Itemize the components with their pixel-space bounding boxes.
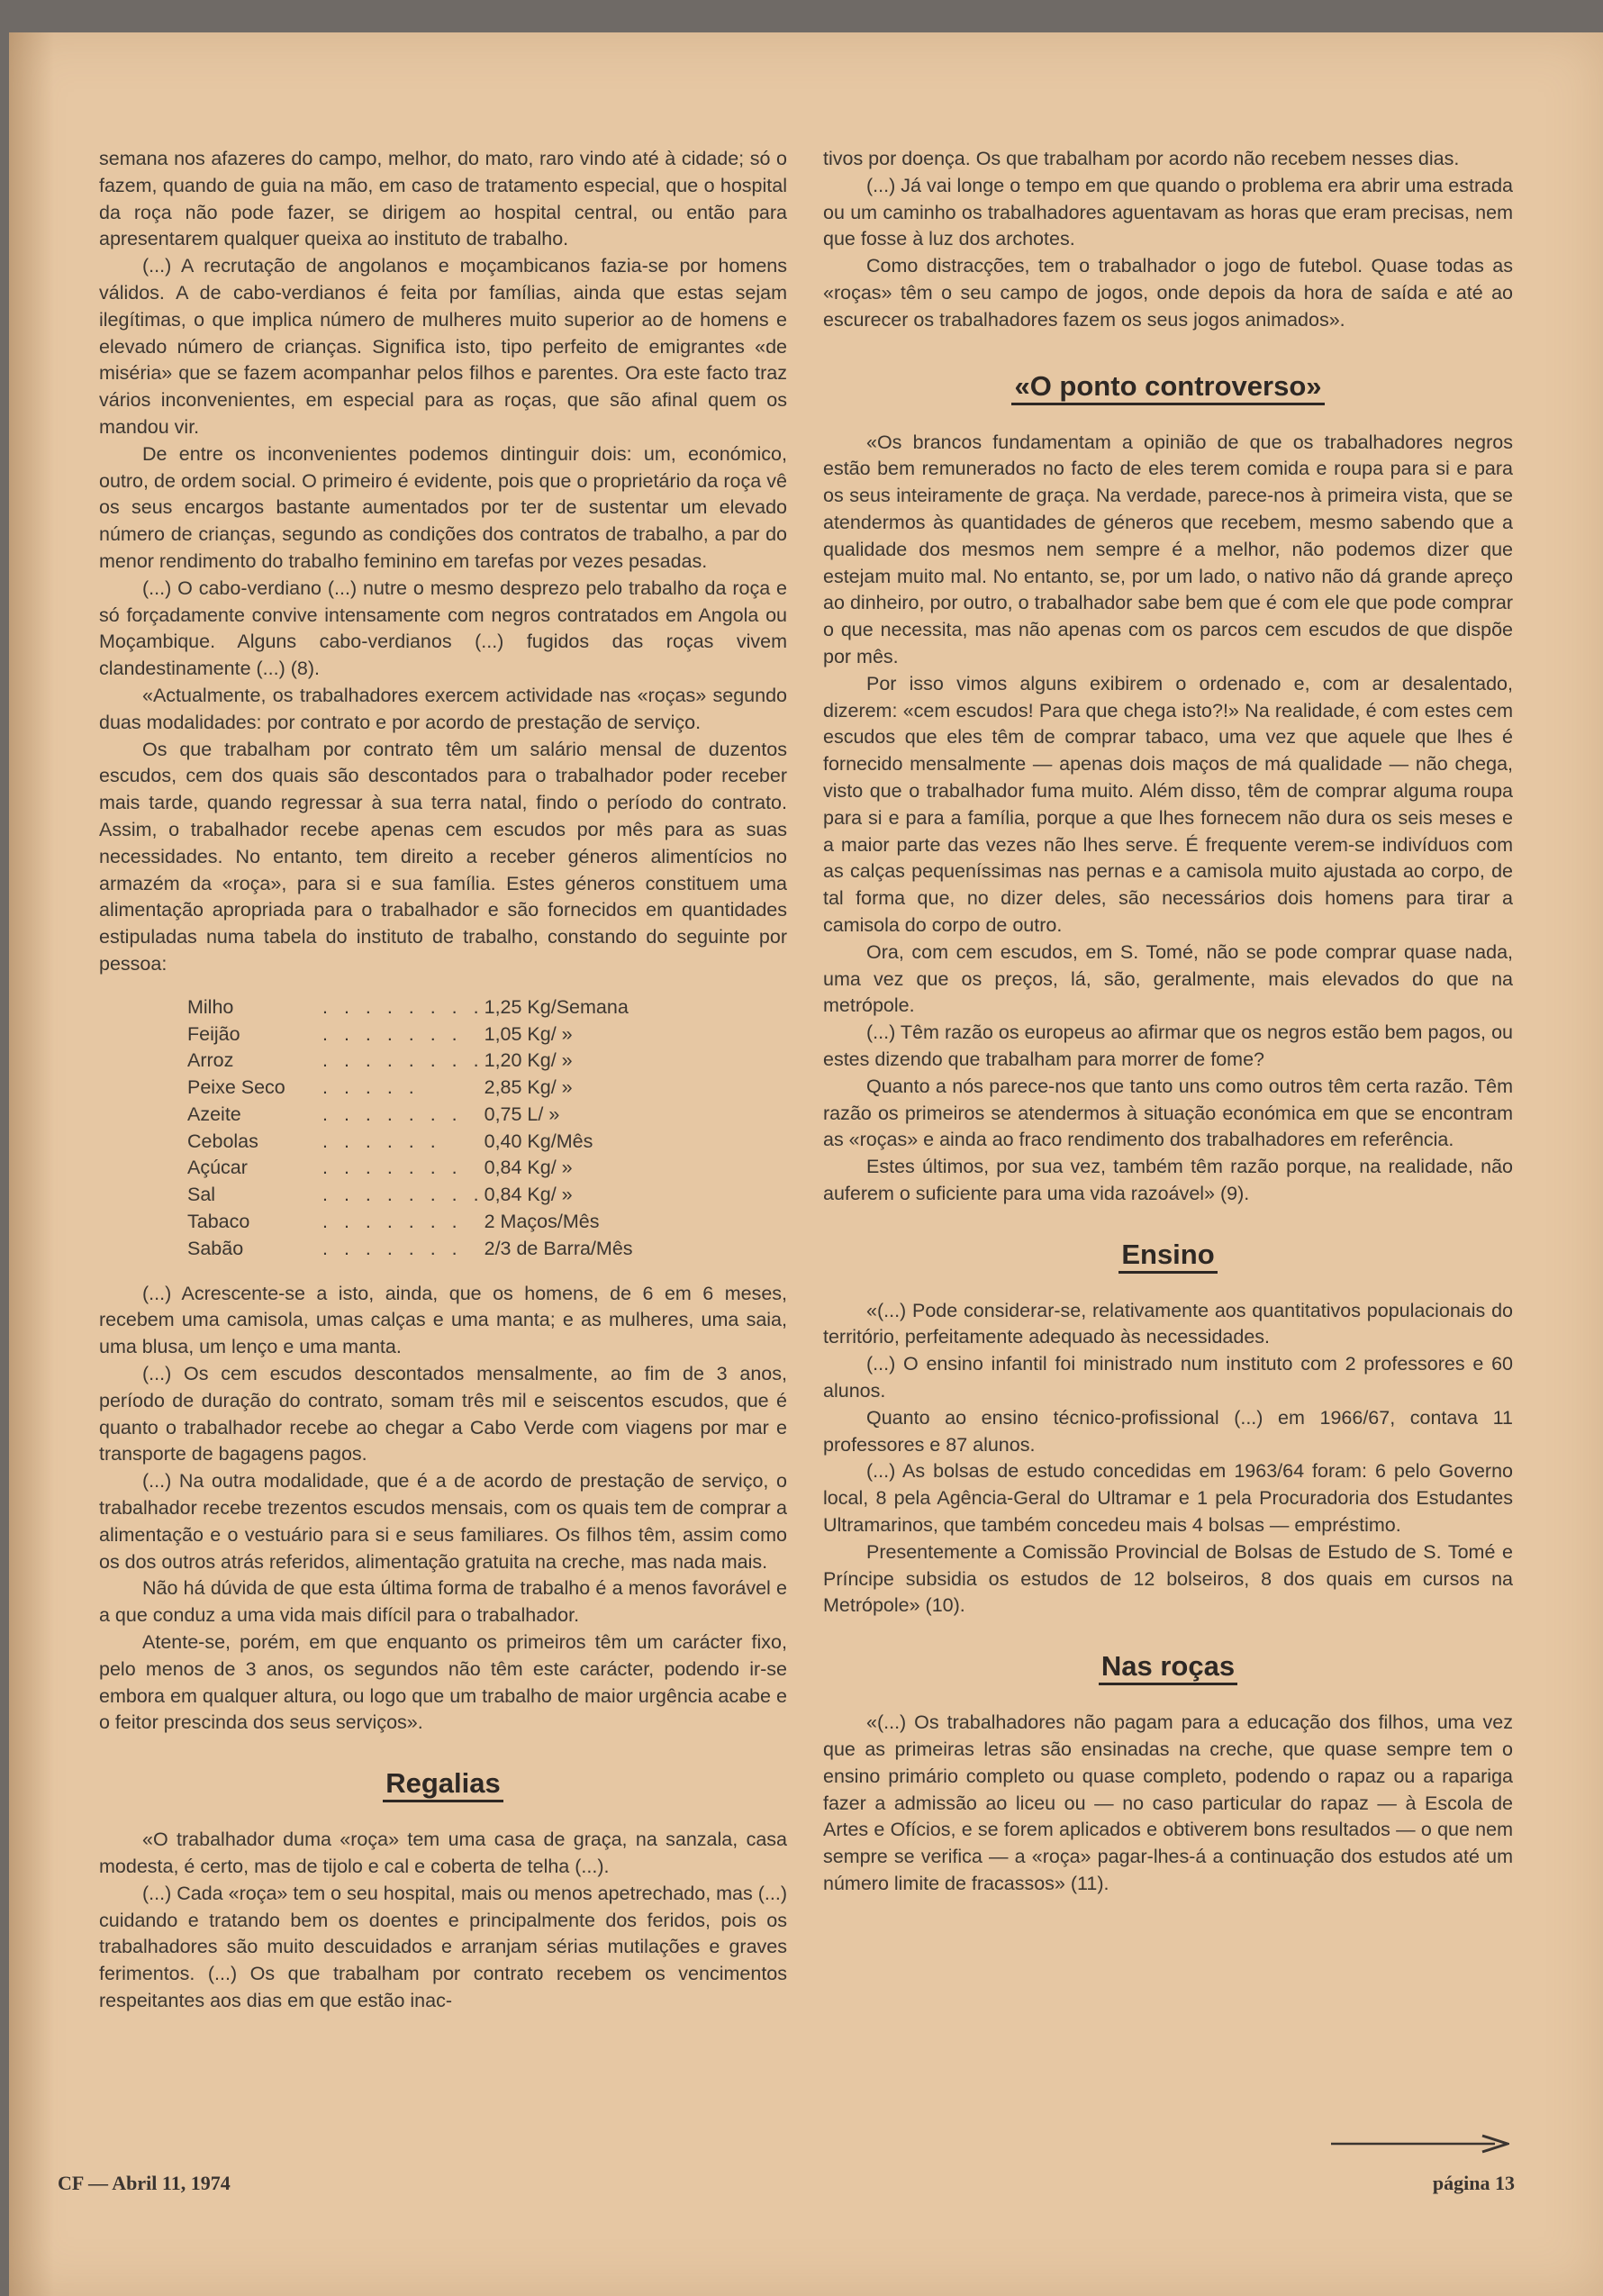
right-arrow-icon xyxy=(1329,2133,1509,2155)
paragraph: Como distracções, tem o trabalhador o jogo de futebol. Quase todas as «roças» têm o seu campo de jogos, onde depois da hora de saída e até ao escurecer os trabalhadores fazem os seus jogos animados». xyxy=(823,255,1513,331)
paragraph: (...) O cabo-verdiano (...) nutre o mesmo desprezo pelo trabalho da roça e só forçadamente convive intensamente com negros contratados em Angola ou Moçambique. Alguns cabo-verdianos (...) fugidos das roças vivem clandestinamente (...) (8). xyxy=(99,576,787,680)
ration-row xyxy=(187,1209,633,1236)
left-paragraphs-b xyxy=(99,1281,787,1738)
heading-nas-rocas: Nas roças xyxy=(823,1650,1513,1683)
newspaper-page xyxy=(9,32,1603,2296)
footer-issue-date: CF — Abril 11, 1974 xyxy=(58,2172,231,2194)
ration-row xyxy=(187,994,633,1021)
paragraph: Quanto a nós parece-nos que tanto uns como outros têm certa razão. Têm razão os primeiros se atendermos à situação económica em que se encontram as «roças» e ainda ao fraco rendimento dos trabalhadores em referência. xyxy=(823,1075,1513,1151)
ration-quantity: 0,75 L/ » xyxy=(484,1103,560,1125)
paragraph: (...) Acrescente-se a isto, ainda, que os homens, de 6 em 6 meses, recebem uma camisola, umas calças e uma manta; e as mulheres, uma saia, uma blusa, um lenço e uma manta. xyxy=(99,1282,787,1358)
ration-leader: . . . . . . xyxy=(322,1130,441,1152)
ration-row xyxy=(187,1129,633,1156)
ration-item: Arroz xyxy=(187,1049,234,1072)
ration-quantity: 0,84 Kg/ » xyxy=(484,1184,573,1206)
left-column xyxy=(99,146,787,2015)
ration-row xyxy=(187,1048,633,1075)
ration-row xyxy=(187,1236,633,1263)
ration-leader: . . . . . . . xyxy=(322,1237,463,1259)
ration-leader: . . . . . . . . xyxy=(322,995,485,1018)
ration-item: Milho xyxy=(187,995,234,1018)
paragraph: (...) Cada «roça» tem o seu hospital, mais ou menos apetrechado, mas (...) cuidando e tratando bem os doentes e principalmente dos feridos, pois os trabalhadores são muito descuidados e arranjam sérias mutilações e graves ferimentos. (...) Os que trabalham por contrato recebem os vencimentos respeitantes aos dias em que estão inac- xyxy=(99,1882,787,2011)
right-paragraphs-b xyxy=(823,430,1513,1208)
right-paragraphs-c xyxy=(823,1298,1513,1620)
paragraph: tivos por doença. Os que trabalham por acordo não recebem nesses dias. xyxy=(823,148,1460,169)
left-paragraphs-c xyxy=(99,1827,787,2015)
paragraph: (...) Os cem escudos descontados mensalmente, ao fim de 3 anos, período de duração do contrato, somam três mil e seiscentos escudos, que é quanto o trabalhador recebe ao chegar a Cabo Verde com viagens por mar e transporte de bagagens pagos. xyxy=(99,1363,787,1466)
ration-quantity: 2,85 Kg/ » xyxy=(484,1076,573,1099)
paragraph: Presentemente a Comissão Provincial de Bolsas de Estudo de S. Tomé e Príncipe subsidia os estudos de 12 bolseiros, 8 dos quais em cursos na Metrópole» (10). xyxy=(823,1540,1513,1617)
paragraph: «Os brancos fundamentam a opinião de que os trabalhadores negros estão bem remunerados no facto de eles terem comida e roupa para si e para os seus inteiramente de graça. Na verdade, parece-nos à primeira vista, que se atendermos às quantidades de géneros que recebem, mesmo sabendo que a qualidade dos mesmos nem sempre é a melhor, não podemos dizer que estejam muito mal. No entanto, se, por um lado, o nativo não dá grande apreço ao dinheiro, por outro, o trabalhador sabe bem que é com ele que pode comprar o que necessita, mas não apenas com os parcos cem escudos de que dispõe por mês. xyxy=(823,431,1513,667)
paragraph: Ora, com cem escudos, em S. Tomé, não se pode comprar quase nada, uma vez que os preços, lá, são, geralmente, mais elevados do que na metrópole. xyxy=(823,940,1513,1017)
paragraph: (...) O ensino infantil foi ministrado num instituto com 2 professores e 60 alunos. xyxy=(823,1353,1513,1402)
ration-row xyxy=(187,1102,633,1129)
ration-leader: . . . . . . . . xyxy=(322,1049,485,1072)
paragraph: «Actualmente, os trabalhadores exercem actividade nas «roças» segundo duas modalidades: por contrato e por acordo de prestação de serviço. xyxy=(99,684,787,733)
ration-item: Azeite xyxy=(187,1103,241,1125)
paragraph: semana nos afazeres do campo, melhor, do mato, raro vindo até à cidade; só o fazem, quando de guia na mão, em caso de tratamento especial, que o hospital da roça não pode fazer, se dirigem ao hospital central, ou então para apresentarem qualquer queixa ao instituto de trabalho. xyxy=(99,148,787,250)
paragraph: (...) As bolsas de estudo concedidas em 1963/64 foram: 6 pelo Governo local, 8 pela Agência-Geral do Ultramar e 1 pela Procuradoria dos Estudantes Ultramarinos, que também concedeu mais 4 bolsas — empréstimo. xyxy=(823,1460,1513,1537)
heading-ponto-controverso: «O ponto controverso» xyxy=(823,370,1513,403)
paragraph: Os que trabalham por contrato têm um salário mensal de duzentos escudos, cem dos quais são descontados para o trabalhador poder receber mais tarde, quando regressar à sua terra natal, findo o período do contrato. Assim, o trabalhador recebe apenas cem escudos por mês para as suas necessidades. No entanto, tem direito a receber géneros alimentícios no armazém da «roça», para si e sua família. Estes géneros constituem uma alimentação apropriada para o trabalhador e são fornecidos em quantidades estipuladas numa tabela do instituto de trabalho, constando do seguinte por pessoa: xyxy=(99,738,787,975)
right-column xyxy=(823,146,1513,1898)
ration-item: Peixe Seco xyxy=(187,1076,285,1099)
ration-leader: . . . . . . . xyxy=(322,1103,463,1125)
ration-quantity: 2/3 de Barra/Mês xyxy=(484,1237,633,1259)
page-fold-shadow xyxy=(9,32,54,2296)
footer-page-number: página 13 xyxy=(1432,2172,1515,2194)
ration-leader: . . . . . . . xyxy=(322,1022,463,1045)
right-paragraphs-a xyxy=(823,146,1513,334)
paragraph: De entre os inconvenientes podemos dintinguir dois: um, económico, outro, de ordem social. O primeiro é evidente, pois que o proprietário da roça vê os seus encargos bastante aumentados por ter de sustentar um elevado número de crianças, segundo as condições dos contratos de trabalho, a par do menor rendimento do trabalho feminino em tarefas por vezes pesadas. xyxy=(99,442,787,572)
ration-quantity: 0,84 Kg/ » xyxy=(484,1157,573,1179)
ration-item: Cebolas xyxy=(187,1130,258,1152)
ration-quantity: 2 Maços/Mês xyxy=(484,1211,600,1233)
left-paragraphs-a xyxy=(99,146,787,978)
heading-regalias: Regalias xyxy=(99,1767,787,1800)
ration-quantity: 0,40 Kg/Mês xyxy=(484,1130,593,1152)
ration-row xyxy=(187,1021,633,1048)
ration-quantity: 1,25 Kg/Semana xyxy=(484,995,629,1018)
ration-quantity: 1,20 Kg/ » xyxy=(484,1049,573,1072)
ration-leader: . . . . . xyxy=(322,1076,420,1099)
heading-ensino: Ensino xyxy=(823,1239,1513,1271)
ration-leader: . . . . . . . xyxy=(322,1157,463,1179)
ration-table xyxy=(187,994,633,1263)
paragraph: (...) A recrutação de angolanos e moçambicanos fazia-se por homens válidos. A de cabo-verdianos é feita por famílias, ainda que estas sejam ilegítimas, o que implica número de mulheres muito superior ao de homens e elevado número de crianças. Significa isto, tipo perfeito de emigrantes «de miséria» que se fazem acompanhar pelos filhos e parentes. Ora este facto traz vários inconvenientes, em especial para as roças, que são afinal quem os mandou vir. xyxy=(99,255,787,438)
paragraph: Atente-se, porém, em que enquanto os primeiros têm um carácter fixo, pelo menos de 3 anos, os segundos não têm este carácter, podendo ir-se embora em qualquer altura, ou logo que um trabalho de maior urgência acabe e o feitor prescinda dos seus serviços». xyxy=(99,1631,787,1734)
ration-row xyxy=(187,1155,633,1182)
ration-row xyxy=(187,1075,633,1102)
paragraph: (...) Têm razão os europeus ao afirmar que os negros estão bem pagos, ou estes dizendo que trabalham para morrer de fome? xyxy=(823,1021,1513,1070)
ration-item: Feijão xyxy=(187,1022,240,1045)
ration-item: Sal xyxy=(187,1184,216,1206)
ration-row xyxy=(187,1182,633,1209)
right-paragraphs-d xyxy=(823,1710,1513,1898)
paragraph: Por isso vimos alguns exibirem o ordenado e, com ar desalentado, dizerem: «cem escudos! Para que chega isto?!» Na realidade, é com estes cem escudos que eles têm de comprar tabaco, uma vez que aquele que lhes é fornecido mensalmente — apenas dois maços de má qualidade — não chega, visto que o trabalhador fuma muito. Além disso, têm de comprar alguma roupa para si e para a família, porque a que lhes fornecem não dura os seis meses e a maior parte das vezes não lhes serve. É frequente verem-se indivíduos com as calças pequeníssimas nas pernas e a camisola muito ajustada ao corpo, de tal forma que, no dizer deles, são necessários dois homens para tirar a camisola do corpo de outro. xyxy=(823,672,1513,936)
paragraph: «(...) Os trabalhadores não pagam para a educação dos filhos, uma vez que as primeiras letras são ensinadas na creche, que quase sempre tem o ensino primário completo ou quase completo, podendo o rapaz ou a rapariga fazer a admissão ao liceu ou — no caso particular do rapaz — à Escola de Artes e Ofícios, e se forem aplicados e obtiverem bons resultados — o que nem sempre se verifica — a «roça» pagar-lhes-á a continuação dos estudos até um número limite de fracassos» (11). xyxy=(823,1711,1513,1895)
ration-item: Sabão xyxy=(187,1237,244,1259)
paragraph: «O trabalhador duma «roça» tem uma casa de graça, na sanzala, casa modesta, é certo, mas de tijolo e cal e coberta de telha (...). xyxy=(99,1829,787,1878)
paragraph: «(...) Pode considerar-se, relativamente aos quantitativos populacionais do território, perfeitamente adequado às necessidades. xyxy=(823,1299,1513,1348)
ration-leader: . . . . . . . xyxy=(322,1211,463,1233)
ration-item: Açúcar xyxy=(187,1157,248,1179)
ration-item: Tabaco xyxy=(187,1211,250,1233)
paragraph: Quanto ao ensino técnico-profissional (...) em 1966/67, contava 11 professores e 87 alunos. xyxy=(823,1406,1513,1456)
ration-leader: . . . . . . . . xyxy=(322,1184,485,1206)
paragraph: Não há dúvida de que esta última forma de trabalho é a menos favorável e a que conduz a uma vida mais difícil para o trabalhador. xyxy=(99,1577,787,1627)
paragraph: (...) Já vai longe o tempo em que quando o problema era abrir uma estrada ou um caminho os trabalhadores aguentavam as horas que eram precisas, nem que fosse à luz dos archotes. xyxy=(823,174,1513,250)
ration-quantity: 1,05 Kg/ » xyxy=(484,1022,573,1045)
paragraph: (...) Na outra modalidade, que é a de acordo de prestação de serviço, o trabalhador recebe trezentos escudos mensais, com os quais tem de comprar a alimentação e o vestuário para si e seus familiares. Os filhos têm, assim como os dos outros atrás referidos, alimentação gratuita na creche, mas nada mais. xyxy=(99,1470,787,1573)
paragraph: Estes últimos, por sua vez, também têm razão porque, na realidade, não auferem o suficiente para uma vida razoável» (9). xyxy=(823,1156,1513,1204)
